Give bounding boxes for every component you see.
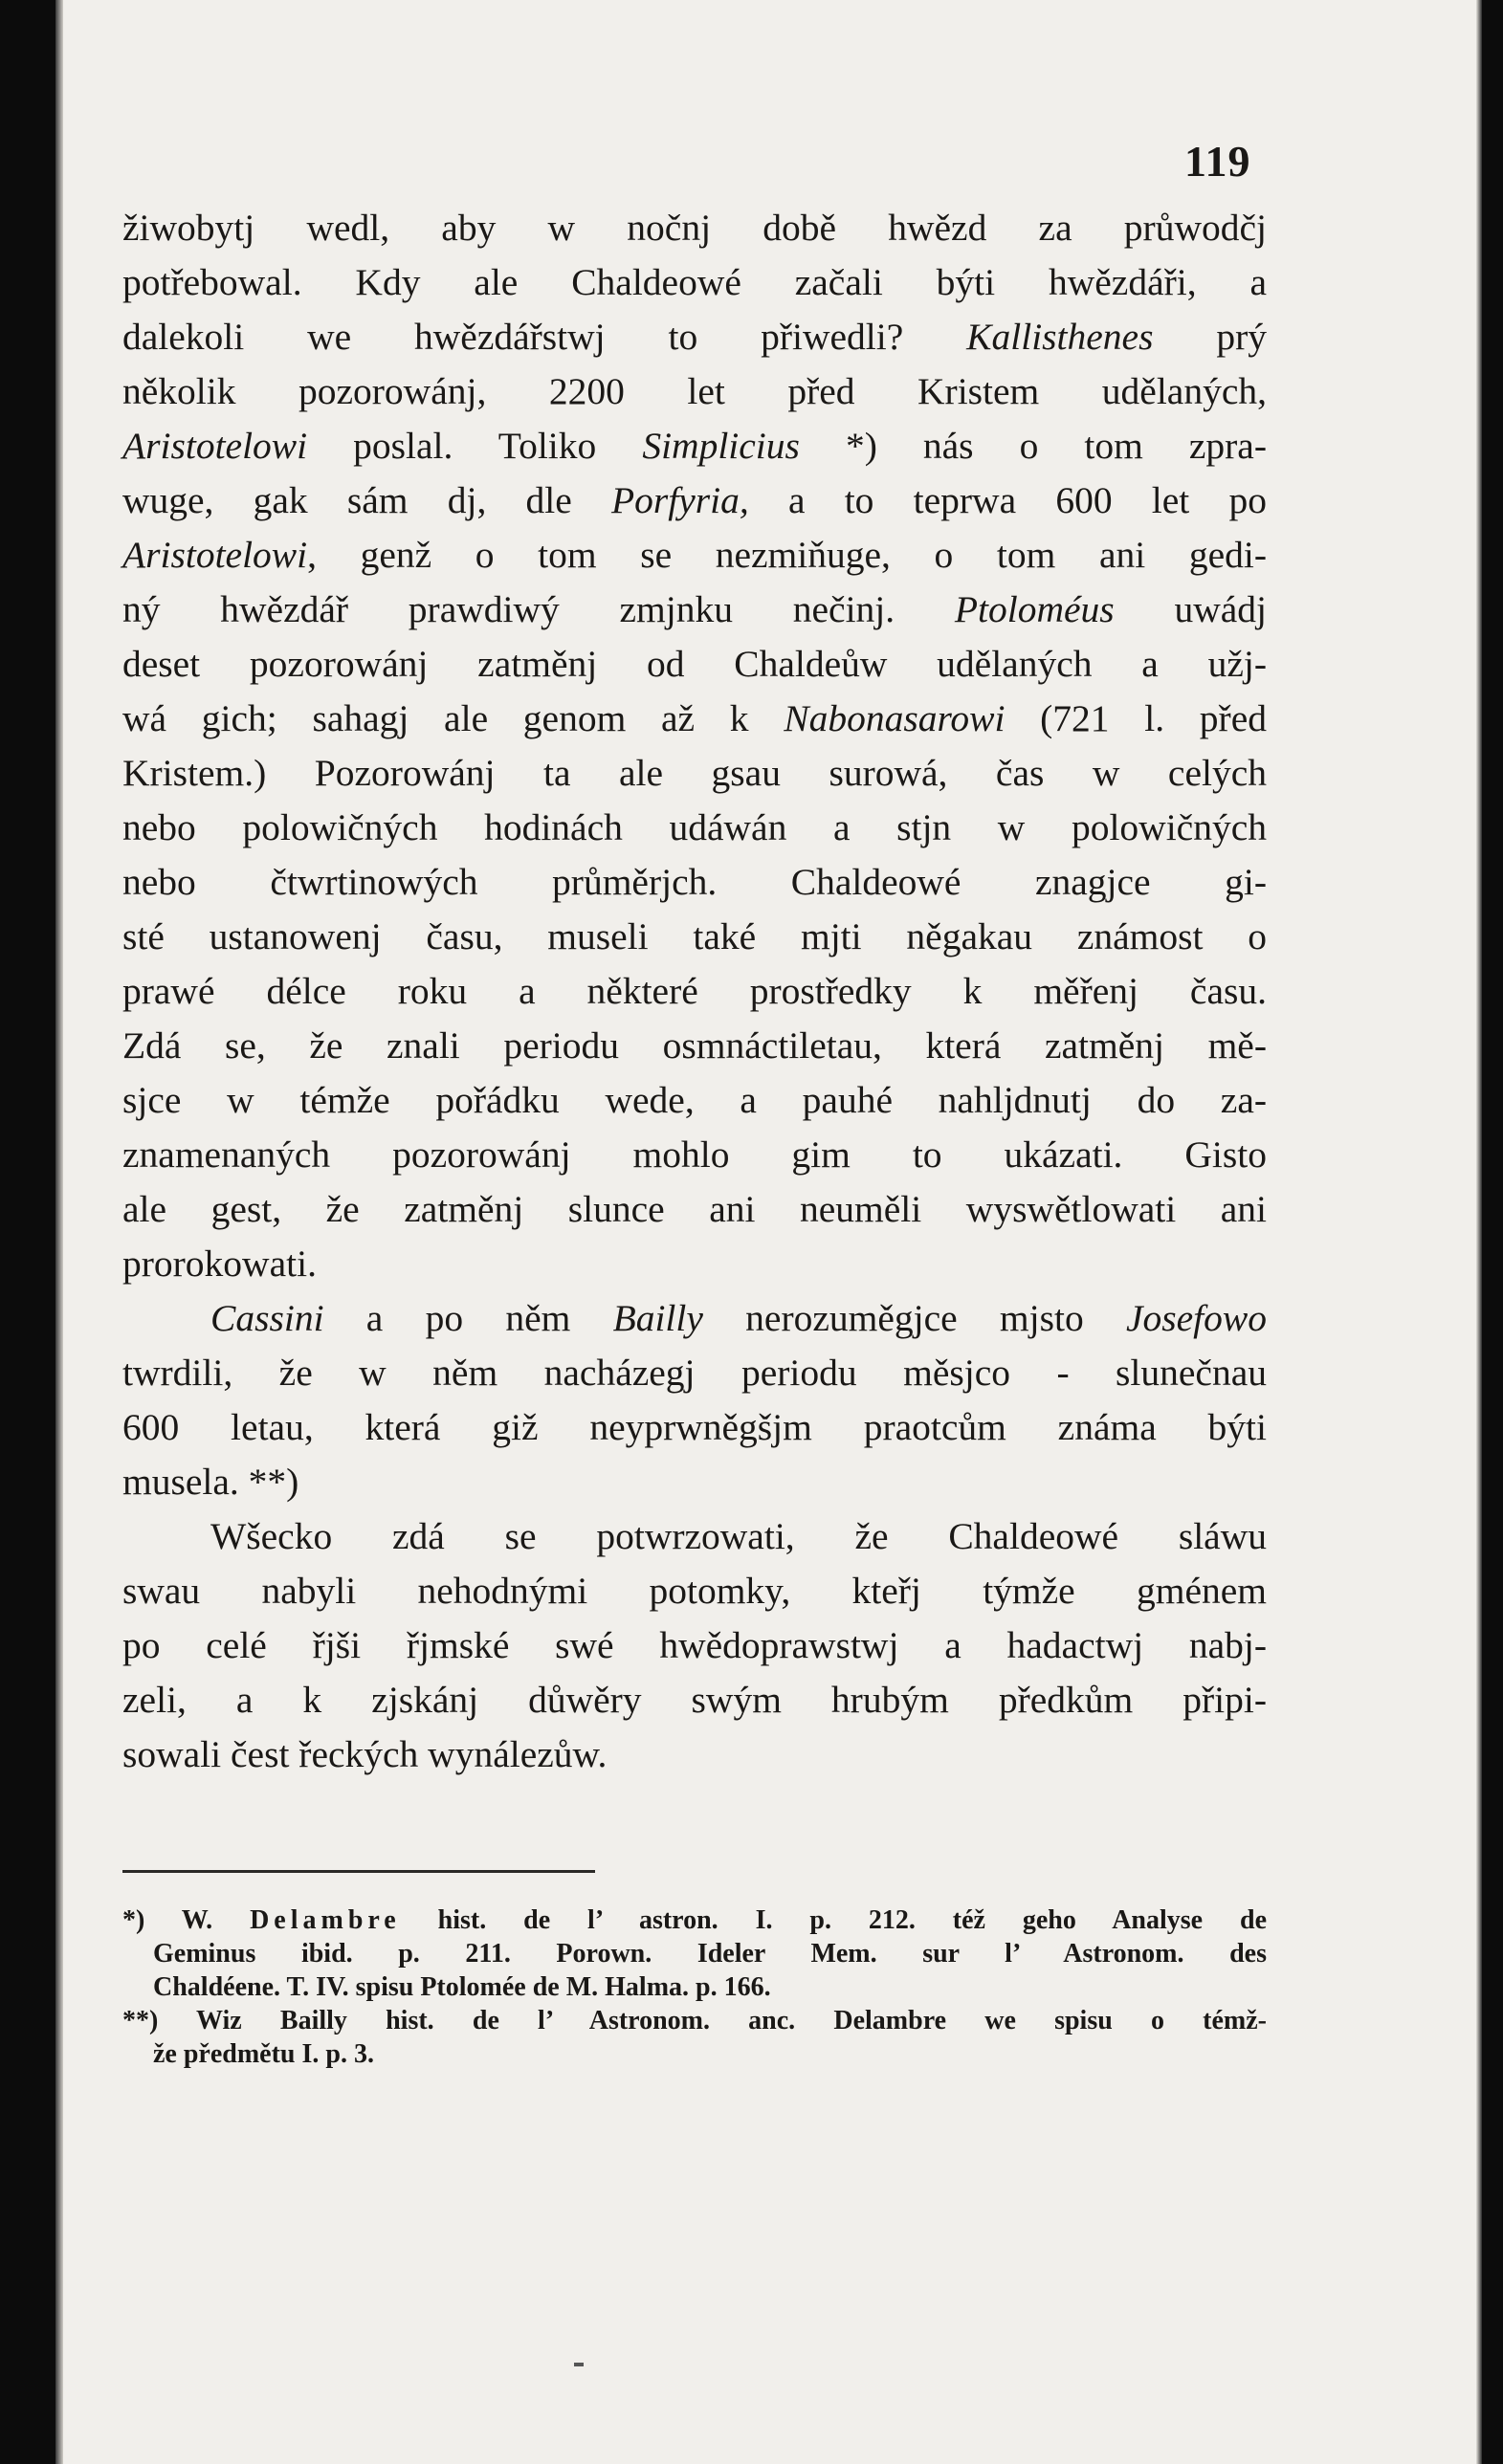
text-segment: nebo čtwrtinowých průměrjch. Chaldeowé znagjce gi- [122, 861, 1267, 903]
scan-border-right [1482, 0, 1503, 2464]
body-line [122, 1073, 1267, 1128]
text-segment: sjce w témže pořádku wede, a pauhé nahljdnutj do za- [122, 1079, 1267, 1121]
footnote-line [122, 1937, 1267, 1970]
text-segment: Geminus ibid. p. 211. Porown. Ideler Mem. sur l’ Astronom. des [153, 1939, 1267, 1969]
body-line [122, 1509, 1267, 1564]
page-gutter-shadow [55, 0, 63, 2464]
text-segment: wá gich; sahagj ale genom až k [122, 697, 785, 739]
text-segment: dalekoli we hwězdářstwj to přiwedli? [122, 316, 967, 358]
text-segment: poslal. Toliko [307, 425, 643, 467]
body-line [122, 255, 1267, 310]
body-line [122, 419, 1267, 473]
body-text [122, 201, 1267, 1782]
body-line [122, 746, 1267, 801]
text-segment: žiwobytj wedl, aby w nočnj době hwězd za průwodčj [122, 207, 1267, 249]
page-edge-shadow [1476, 0, 1482, 2464]
italic-text: Josefowo [1125, 1297, 1267, 1339]
body-line [122, 692, 1267, 746]
text-segment: nerozuměgjce mjsto [702, 1297, 1126, 1339]
body-line [122, 1400, 1267, 1455]
scan-speck [574, 2363, 584, 2366]
text-segment: *) W. [122, 1905, 251, 1935]
body-line [122, 583, 1267, 637]
body-line [122, 1237, 1267, 1291]
text-segment: *) nás o tom zpra- [799, 425, 1267, 467]
body-line [122, 1291, 1267, 1346]
text-segment: a po něm [323, 1297, 613, 1339]
italic-text: Simplicius [642, 425, 800, 467]
body-line [122, 1346, 1267, 1400]
text-segment: hist. de l’ astron. I. p. 212. též geho Analyse de [400, 1905, 1268, 1935]
footnote-divider [122, 1870, 595, 1873]
text-segment: potřebowal. Kdy ale Chaldeowé začali býti hwězdáři, a [122, 261, 1267, 303]
italic-text: Porfyria, [611, 479, 749, 521]
italic-text: Ptoloméus [954, 588, 1115, 630]
body-line [122, 801, 1267, 855]
scan-border-left [0, 0, 55, 2464]
text-segment: (721 l. před [1005, 697, 1267, 739]
italic-text: Nabonasarowi [784, 697, 1006, 739]
text-segment: ný hwězdář prawdiwý zmjnku nečinj. [122, 588, 955, 630]
italic-text: Aristotelowi [122, 425, 308, 467]
text-segment: prorokowati. [122, 1243, 317, 1285]
text-segment: wuge, gak sám dj, dle [122, 479, 612, 521]
footnotes [122, 1903, 1267, 2071]
text-segment: musela. **) [122, 1461, 299, 1503]
text-segment: a to teprwa 600 let po [748, 479, 1267, 521]
body-line [122, 1182, 1267, 1237]
text-segment: prawé délce roku a některé prostředky k měřenj času. [122, 970, 1267, 1012]
text-segment: sté ustanowenj času, museli také mjti něgakau známost o [122, 915, 1267, 957]
text-segment: Delambre [250, 1905, 401, 1935]
body-line [122, 910, 1267, 964]
text-segment: 600 letau, která giž neyprwněgšjm praotcům známa býti [122, 1406, 1267, 1448]
body-line [122, 1019, 1267, 1073]
text-segment: Kristem.) Pozorowánj ta ale gsau surowá, čas w celých [122, 752, 1267, 794]
body-line [122, 855, 1267, 910]
footnote-line [122, 1903, 1267, 1937]
italic-text: Bailly [612, 1297, 703, 1339]
italic-text: Aristotelowi [122, 534, 308, 576]
text-segment: , genž o tom se nezmiňuge, o tom ani gedi- [307, 534, 1267, 576]
body-line [122, 1455, 1267, 1509]
text-segment: zeli, a k zjskánj důwěry swým hrubým předkům připi- [122, 1679, 1267, 1721]
text-segment: několik pozorowánj, 2200 let před Kristem udělaných, [122, 370, 1267, 412]
body-line [122, 637, 1267, 692]
body-line [122, 473, 1267, 528]
body-line [122, 1618, 1267, 1673]
body-line [122, 1564, 1267, 1618]
text-segment: nebo polowičných hodinách udáwán a stjn w polowičných [122, 806, 1267, 848]
text-segment: Wšecko zdá se potwrzowati, že Chaldeowé sláwu [210, 1515, 1267, 1557]
footnote-line [122, 2037, 1267, 2071]
body-line [122, 1673, 1267, 1727]
footnote-line [122, 2004, 1267, 2037]
text-segment: twrdili, že w něm nacházegj periodu měsjco - slunečnau [122, 1352, 1267, 1394]
text-segment: sowali čest řeckých wynálezůw. [122, 1733, 608, 1775]
text-segment: deset pozorowánj zatměnj od Chaldeůw udělaných a užj- [122, 643, 1267, 685]
body-line [122, 528, 1267, 583]
body-line [122, 1727, 1267, 1782]
text-segment: po celé řjši řjmské swé hwědoprawstwj a hadactwj nabj- [122, 1624, 1267, 1666]
body-line [122, 201, 1267, 255]
text-segment: **) Wiz Bailly hist. de l’ Astronom. anc. Delambre we spisu o témž- [122, 2006, 1267, 2035]
text-segment: ale gest, že zatměnj slunce ani neuměli wyswětlowati ani [122, 1188, 1267, 1230]
text-segment: znamenaných pozorowánj mohlo gim to ukázati. Gisto [122, 1133, 1267, 1176]
body-line [122, 964, 1267, 1019]
italic-text: Cassini [210, 1297, 324, 1339]
text-segment: prý [1153, 316, 1267, 358]
footnote-line [122, 1970, 1267, 2004]
italic-text: Kallisthenes [966, 316, 1154, 358]
text-segment: swau nabyli nehodnými potomky, kteřj týmže gménem [122, 1570, 1267, 1612]
body-line [122, 364, 1267, 419]
text-segment: Chaldéene. T. IV. spisu Ptolomée de M. Halma. p. 166. [153, 1972, 771, 2002]
page-number: 119 [1184, 137, 1251, 186]
body-line [122, 310, 1267, 364]
text-segment: uwádj [1114, 588, 1267, 630]
text-segment: Zdá se, že znali periodu osmnáctiletau, která zatměnj mě- [122, 1024, 1267, 1067]
text-segment: že předmětu I. p. 3. [153, 2039, 374, 2069]
body-line [122, 1128, 1267, 1182]
